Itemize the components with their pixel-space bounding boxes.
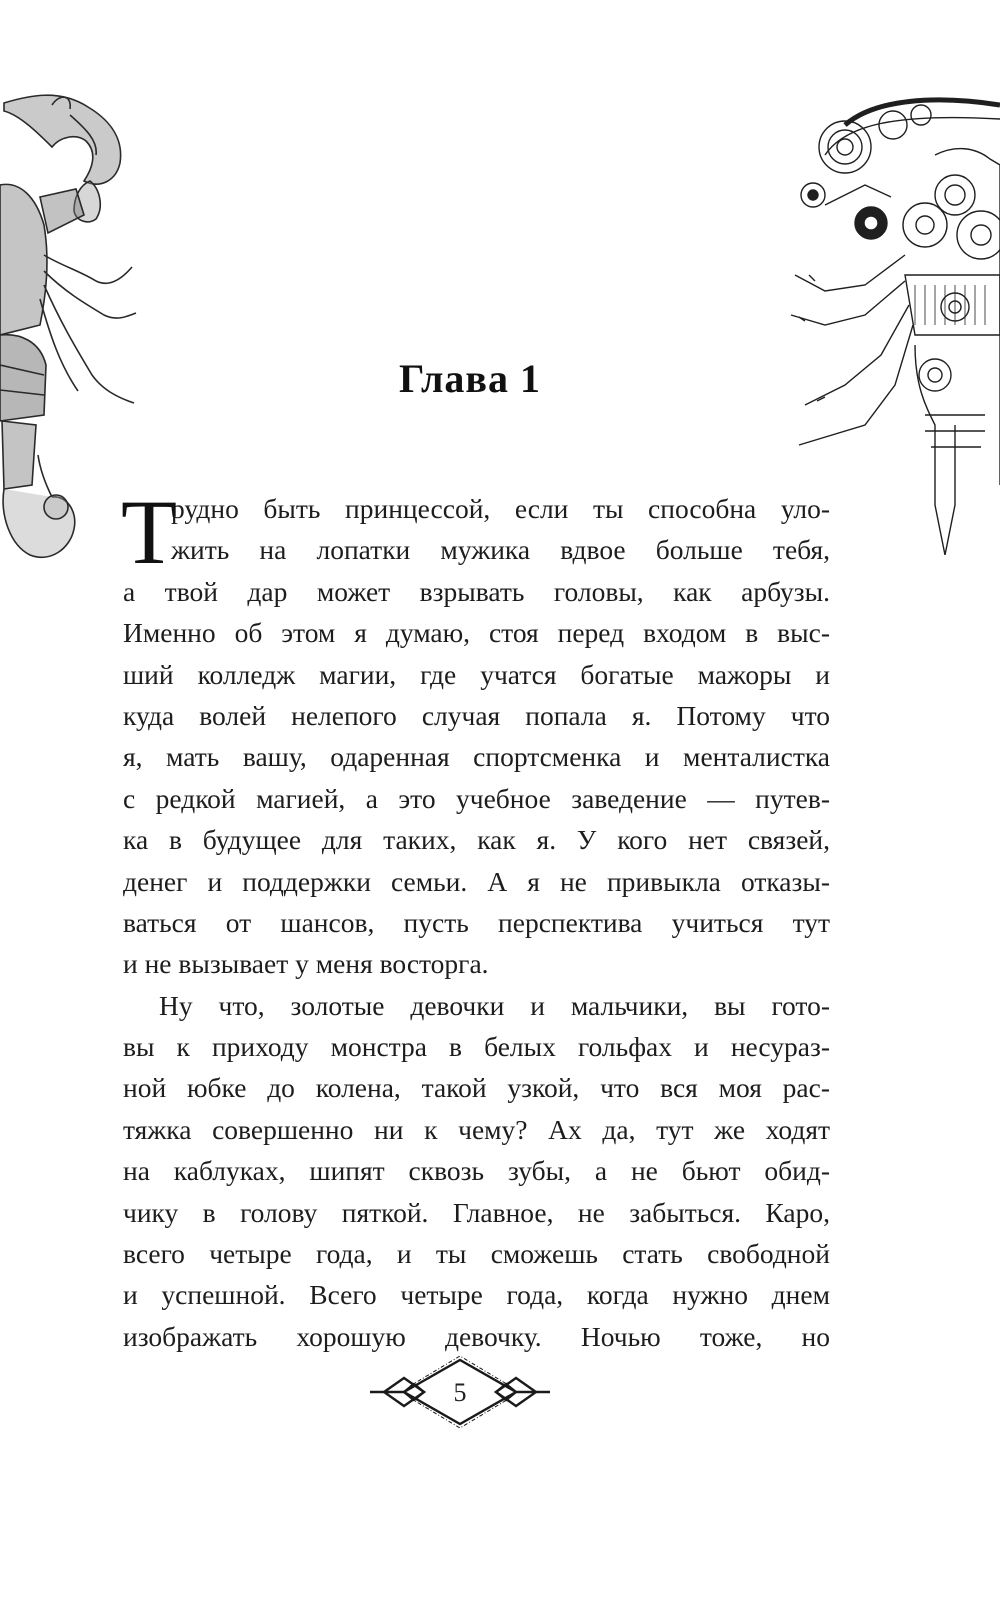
- page-number-ornament: [370, 1356, 550, 1428]
- drop-cap: Т: [121, 481, 178, 583]
- chapter-title: Глава 1: [399, 356, 541, 401]
- text-line: ваться от шансов, пусть перспектива учиться тут: [123, 906, 830, 938]
- text-line: Ну что, золотые девочки и мальчики, вы гото-: [159, 989, 830, 1021]
- text-line: ший колледж магии, где учатся богатые мажоры и: [123, 658, 830, 690]
- text-line: тяжка совершенно ни к чему? Ах да, тут же ходят: [123, 1113, 830, 1145]
- text-line: Именно об этом я думаю, стоя перед входом в выс-: [123, 617, 830, 649]
- text-line: куда волей нелепого случая попала я. Потому что: [123, 699, 830, 731]
- text-line: я, мать вашу, одаренная спортсменка и менталистка: [123, 741, 830, 773]
- page-number: 5: [453, 1378, 467, 1407]
- text-line: жить на лопатки мужика вдвое больше тебя,: [171, 534, 830, 566]
- body-text: [121, 481, 830, 1357]
- text-line: и не вызывает у меня восторга.: [123, 948, 489, 980]
- text-line: денег и поддержки семьи. А я не привыкла отказы-: [123, 865, 830, 897]
- text-line: изображать хорошую девочку. Ночью тоже, но: [123, 1320, 830, 1352]
- text-line: ной юбке до колена, такой узкой, что вся моя рас-: [123, 1072, 830, 1104]
- text-line: всего четыре года, и ты сможешь стать свободной: [123, 1238, 830, 1270]
- text-line: и успешной. Всего четыре года, когда нужно днем: [123, 1279, 830, 1311]
- text-line: а твой дар может взрывать головы, как арбузы.: [123, 575, 830, 607]
- text-line: на каблуках, шипят сквозь зубы, а не бьют обид-: [123, 1155, 830, 1187]
- text-line: с редкой магией, а это учебное заведение — путев-: [123, 782, 830, 814]
- text-line: рудно быть принцессой, если ты способна уло-: [171, 493, 830, 524]
- text-line: чику в голову пяткой. Главное, не забыться. Каро,: [123, 1196, 830, 1228]
- text-line: вы к приходу монстра в белых гольфах и несураз-: [123, 1031, 830, 1063]
- text-line: ка в будущее для таких, как я. У кого нет связей,: [123, 824, 830, 856]
- mechanical-clockwork-scorpion-illustration: [785, 85, 1000, 555]
